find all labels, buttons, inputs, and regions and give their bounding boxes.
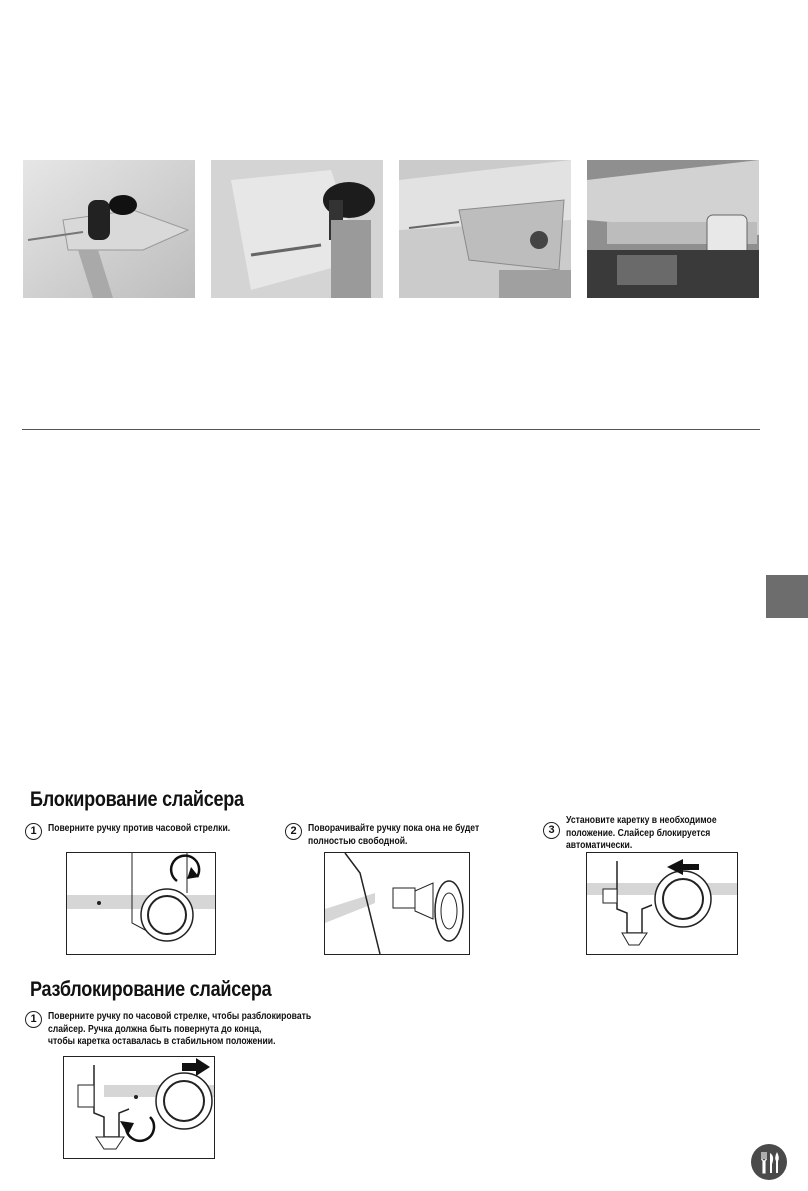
lock-step-3: [543, 814, 750, 852]
diagram-unlock-step-1: [63, 1056, 215, 1159]
photo-guard-bolt: [399, 160, 571, 298]
photo-handle-rod: [23, 160, 195, 298]
lock-section-title: Блокирование слайсера: [30, 788, 244, 811]
photo-guard-handle: [211, 160, 383, 298]
lock-step-1: [25, 822, 270, 840]
step-text: Установите каретку в необходимое положение. Слайсер блокируется автоматически.: [566, 814, 717, 851]
unlock-step-1: [25, 1010, 369, 1048]
step-number: 3: [543, 822, 560, 839]
diagram-lock-step-2: [324, 852, 470, 955]
step-text: Поворачивайте ручку пока она не будет полностью свободной.: [308, 822, 480, 847]
unlock-section-title: Разблокирование слайсера: [30, 978, 272, 1001]
photo-roller-assembly: [587, 160, 759, 298]
section-divider: [22, 429, 760, 430]
step-number: 1: [25, 823, 42, 840]
lock-step-2: [285, 822, 517, 847]
step-number: 1: [25, 1011, 42, 1028]
step-number: 2: [285, 823, 302, 840]
step-text: Поверните ручку по часовой стрелке, чтобы разблокировать слайсер. Ручка должна быть повернута до конца, чтобы каретка оставалась в стабильном положении.: [48, 1010, 312, 1047]
diagram-lock-step-1: [66, 852, 216, 955]
cutlery-logo-icon: [751, 1144, 787, 1180]
step-text: Поверните ручку против часовой стрелки.: [48, 822, 231, 834]
side-tab: [766, 575, 808, 618]
diagram-lock-step-3: [586, 852, 738, 955]
